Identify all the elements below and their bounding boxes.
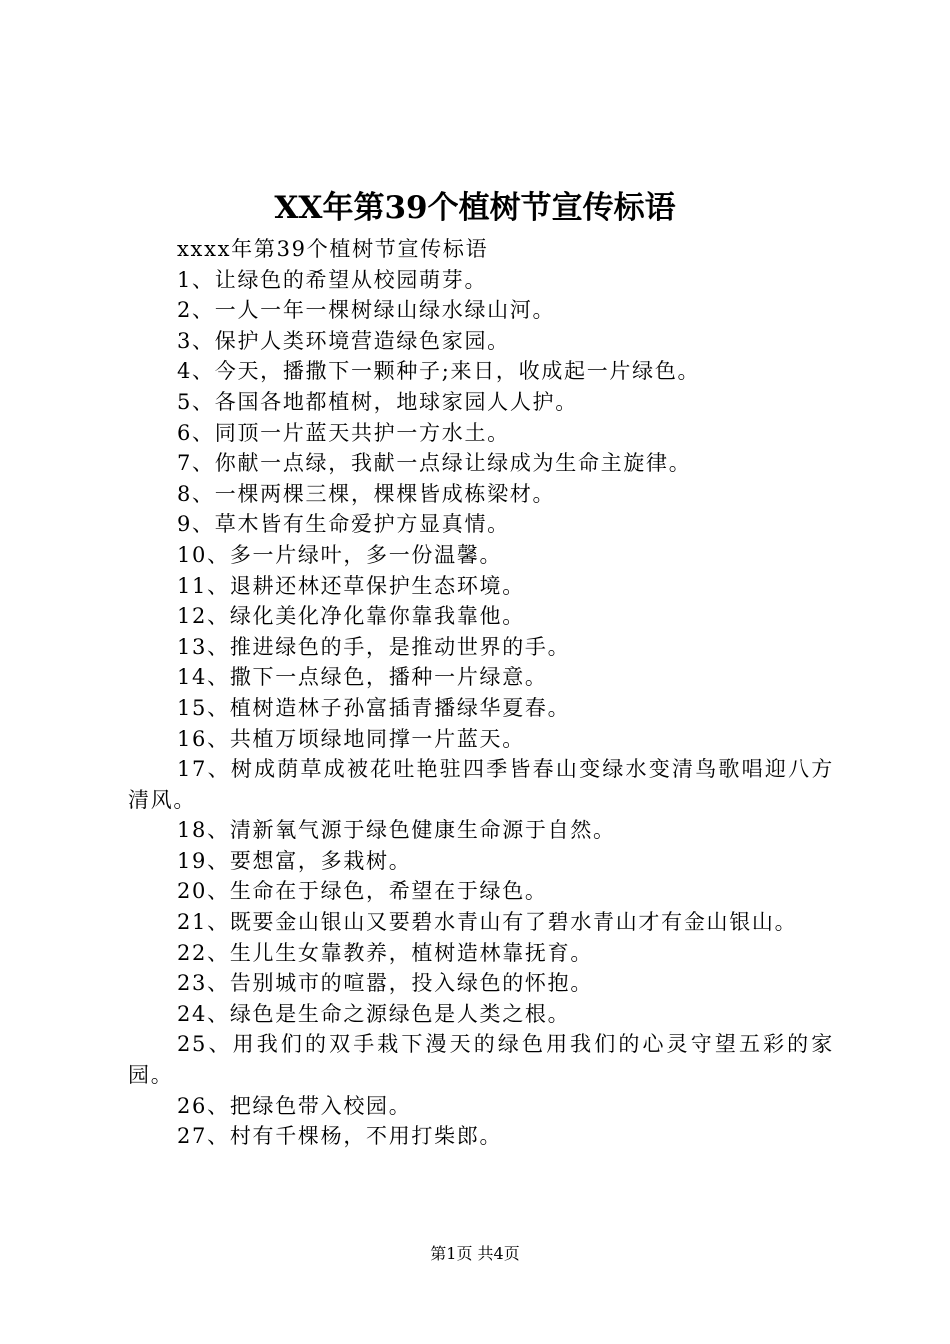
slogan-item: 6、同顶一片蓝天共护一方水土。 [177, 420, 510, 445]
slogan-item: 3、保护人类环境营造绿色家园。 [177, 328, 510, 353]
slogan-item: 17、树成荫草成被花吐艳驻四季皆春山变绿水变清鸟歌唱迎八方清风。 [128, 757, 834, 812]
slogan-item: 11、退耕还林还草保护生态环境。 [177, 573, 525, 598]
page-footer: 第1页 共4页 [430, 1244, 520, 1263]
slogan-item: 10、多一片绿叶，多一份温馨。 [177, 542, 503, 567]
slogan-item: 1、让绿色的希望从校园萌芽。 [177, 267, 488, 292]
slogan-item: 2、一人一年一棵树绿山绿水绿山河。 [177, 298, 556, 323]
slogan-item: 19、要想富，多栽树。 [177, 848, 412, 873]
slogan-item: 23、告别城市的喧嚣，投入绿色的怀抱。 [177, 971, 594, 996]
document-title: XX年第39个植树节宣传标语 [274, 190, 676, 226]
slogan-item: 16、共植万顷绿地同撑一片蓝天。 [177, 726, 525, 751]
slogan-item: 7、你献一点绿，我献一点绿让绿成为生命主旋律。 [177, 451, 692, 476]
slogan-item: 21、既要金山银山又要碧水青山有了碧水青山才有金山银山。 [177, 910, 798, 935]
slogan-item: 22、生儿生女靠教养，植树造林靠抚育。 [177, 940, 594, 965]
slogan-item: 27、村有千棵杨，不用打柴郎。 [177, 1124, 503, 1149]
slogan-item: 8、一棵两棵三棵，棵棵皆成栋梁材。 [177, 481, 556, 506]
slogan-item: 20、生命在于绿色，希望在于绿色。 [177, 879, 548, 904]
paragraph-subtitle: xxxx年第39个植树节宣传标语 [177, 237, 489, 261]
slogan-item: 5、各国各地都植树，地球家园人人护。 [177, 389, 578, 414]
slogan-item: 14、撒下一点绿色，播种一片绿意。 [177, 665, 548, 690]
slogan-item: 18、清新氧气源于绿色健康生命源于自然。 [177, 818, 616, 843]
slogan-item: 13、推进绿色的手，是推动世界的手。 [177, 634, 571, 659]
slogan-item: 26、把绿色带入校园。 [177, 1093, 412, 1118]
slogan-item: 12、绿化美化净化靠你靠我靠他。 [177, 604, 525, 629]
slogan-item: 24、绿色是生命之源绿色是人类之根。 [177, 1001, 571, 1026]
slogan-item: 15、植树造林子孙富插青播绿华夏春。 [177, 695, 571, 720]
slogan-item: 9、草木皆有生命爱护方显真情。 [177, 512, 510, 537]
slogan-item: 25、用我们的双手栽下漫天的绿色用我们的心灵守望五彩的家园。 [128, 1032, 834, 1088]
slogan-item: 4、今天，播撒下一颗种子;来日，收成起一片绿色。 [177, 359, 701, 384]
document-body [128, 234, 834, 1152]
